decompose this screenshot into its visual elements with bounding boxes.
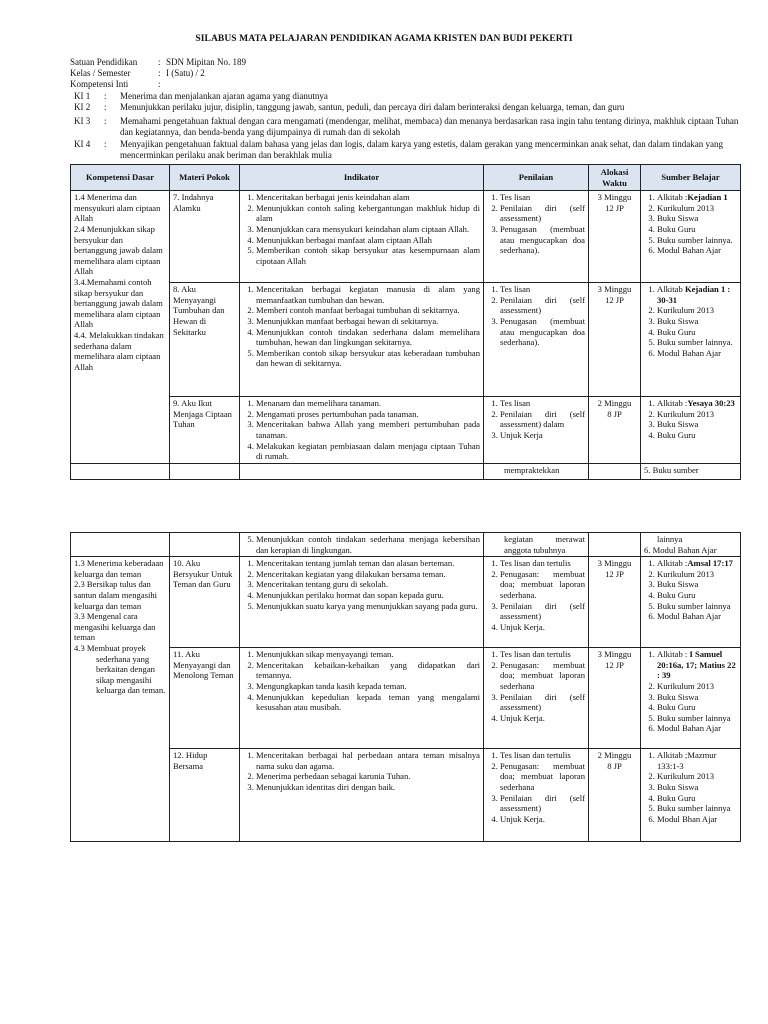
indikator-item: 2. Mengamati proses pertumbuhan pada tanaman.: [256, 409, 480, 420]
alokasi-waktu-cell: [589, 749, 641, 842]
sumber-text: Alkitab ;Mazmur 133:1-3: [657, 750, 717, 771]
sumber-item: [657, 681, 737, 692]
table-row: [71, 749, 741, 842]
sumber-text: Buku sumber lainnya: [657, 712, 731, 723]
indikator-item: 4. Menunjukkan perilaku hormat dan sopan kepada guru.: [256, 590, 480, 601]
alokasi-waktu-cell: [589, 648, 641, 749]
penilaian-item: 1. Tes lisan: [500, 284, 585, 295]
ki-text: Memahami pengetahuan faktual dengan cara mengamati (mendengar, melihat, membaca) dan menanya berdasarkan rasa ingin tahu tentang dirinya, makhluk ciptaan Tuhan dan kegiatannya, dan benda-benda yang dijumpainya di rumah dan di sekolah: [120, 116, 739, 137]
indikator-item: 4. Menunjukkan berbagai manfaat alam ciptaan Allah: [256, 235, 480, 246]
cell-line: 3 Minggu: [597, 649, 632, 660]
sumber-belajar-cell: [641, 557, 741, 648]
sumber-item: [657, 430, 737, 441]
penilaian-item: 2. Penilaian diri (self assessment): [500, 295, 585, 316]
ki-2: [74, 102, 744, 113]
sumber-text: Buku Siswa: [657, 691, 699, 702]
sumber-text: Kurikulum 2013: [657, 771, 715, 782]
cell-line: 12 JP: [605, 202, 624, 213]
sumber-item: [657, 558, 737, 569]
penilaian-list: [487, 558, 585, 632]
sumber-item: [657, 348, 737, 359]
indikator-item: 3. Mengungkapkan tanda kasih kepada teman.: [256, 681, 480, 692]
sumber-text: Alkitab :: [657, 558, 688, 569]
meta-kelas: [70, 68, 205, 79]
cell-line: 8 JP: [607, 408, 622, 419]
alokasi-waktu-cell: [589, 557, 641, 648]
meta-kompetensi: [70, 79, 166, 90]
sumber-ref: I Samuel 20:16a, 17; Matius 22 : 39: [657, 649, 736, 681]
penilaian-item: 4. Unjuk Kerja.: [500, 814, 585, 825]
penilaian-list: [487, 192, 585, 256]
syllabus-table-2: [70, 532, 741, 842]
sumber-item: [657, 814, 737, 825]
materi-pokok-cell: [170, 283, 240, 397]
cell-line: 3 Minggu: [597, 284, 632, 295]
alokasi-waktu-cell: [589, 533, 641, 557]
col-indikator: Indikator: [240, 165, 484, 191]
indikator-item: 1. Menanam dan memelihara tanaman.: [256, 398, 480, 409]
sumber-text: Modul Bahan Ajar: [657, 611, 721, 622]
sumber-text: Buku sumber lainnya.: [657, 337, 733, 348]
sumber-text: Modul Bahan Ajar: [657, 723, 721, 734]
materi-pokok-cell: [170, 463, 240, 479]
sumber-text: Buku Siswa: [657, 781, 699, 792]
sumber-item: [657, 224, 737, 235]
indikator-cell: [240, 463, 484, 479]
ki-4: [74, 139, 744, 161]
penilaian-list: [487, 284, 585, 348]
penilaian-item: 1. Tes lisan: [500, 192, 585, 203]
table-header-row: [71, 165, 741, 191]
sumber-item: [657, 601, 737, 612]
penilaian-list: [487, 398, 585, 440]
ki-code: KI 3: [74, 116, 91, 126]
sumber-text: Alkitab :: [657, 192, 688, 203]
cell-line: 2.4 Menunjukkan sikap bersyukur dan bertanggung jawab dalam memelihara alam ciptaan Allah: [74, 223, 163, 277]
cell-line: 7. Indahnya Alamku: [173, 192, 214, 213]
indikator-cell: [240, 648, 484, 749]
meta-colon: :: [158, 57, 161, 67]
sumber-item: [657, 692, 737, 703]
sumber-item: [657, 590, 737, 601]
indikator-item: 5. Menunjukkan suatu karya yang menunjukkan sayang pada guru.: [256, 601, 480, 612]
sumber-text: Buku Siswa: [657, 213, 699, 224]
materi-pokok-cell: [170, 648, 240, 749]
cell-line: 8 JP: [607, 760, 622, 771]
materi-pokok-cell: [170, 191, 240, 283]
sumber-text: Alkitab :: [657, 649, 690, 660]
indikator-item: 1. Menceritakan berbagai kegiatan manusia di alam yang memanfaatkan tumbuhan dan hewan.: [256, 284, 480, 305]
sumber-item: [657, 611, 737, 622]
indikator-item: 1. Menunjukkan sikap menyayangi teman.: [256, 649, 480, 660]
indikator-item: 2. Menceritakan kebaikan-kebaikan yang didapatkan dari temannya.: [256, 660, 480, 681]
meta-label: Kelas / Semester: [70, 68, 131, 78]
sumber-num: 5.: [644, 464, 653, 475]
indikator-item: 5. Menunjukkan contoh tindakan sederhana menjaga kebersihan dan kerapian di lingkungan.: [256, 534, 480, 555]
penilaian-item: 2. Penilaian diri (self assessment) dalam: [500, 409, 585, 430]
sumber-item: [657, 419, 737, 430]
indikator-item: 4. Menunjukkan contoh tindakan sederhana dalam memelihara tumbuhan, hewan dan lingkungan sekitarnya.: [256, 327, 480, 348]
indikator-item: 1. Menceritakan tentang jumlah teman dan alasan berteman.: [256, 558, 480, 569]
cell-line: 12. Hidup Bersama: [173, 750, 208, 771]
indikator-item: 2. Menerima perbedaan sebagai karunia Tuhan.: [256, 771, 480, 782]
sumber-belajar-cell: [641, 749, 741, 842]
sumber-item: [657, 793, 737, 804]
sumber-item: [657, 649, 737, 681]
sumber-item: [657, 782, 737, 793]
sumber-item: [657, 409, 737, 420]
sumber-item: [657, 337, 737, 348]
cell-line: 3 Minggu: [597, 192, 632, 203]
ki-colon: :: [104, 91, 107, 101]
sumber-item: [657, 713, 737, 724]
sumber-text: Modul Bhan Ajar: [657, 813, 718, 824]
alokasi-waktu-cell: [589, 463, 641, 479]
sumber-item: [657, 327, 737, 338]
col-penilaian: Penilaian: [484, 165, 589, 191]
penilaian-item: 3. Penugasan (membuat atau mengucapkan doa sederhana).: [500, 316, 585, 348]
sumber-line: lainnya: [657, 534, 683, 544]
sumber-text: Buku Guru: [657, 792, 696, 803]
col-kompetensi-dasar: Kompetensi Dasar: [71, 165, 170, 191]
penilaian-list: [487, 649, 585, 723]
cell-line: 12 JP: [605, 659, 624, 670]
indikator-item: 1. Menceritakan berbagai hal perbedaan antara teman misalnya nama suku dan agama.: [256, 750, 480, 771]
sumber-item: [657, 305, 737, 316]
table-row: [71, 463, 741, 479]
cell-line: 4.4. Melakukkan tindakan sederhana dalam memelihara alam ciptaan Allah: [74, 329, 164, 372]
indikator-item: 3. Menunjukkan cara mensyukuri keindahan alam ciptaan Allah.: [256, 224, 480, 235]
sumber-text: Kurikulum 2013: [657, 568, 715, 579]
indikator-list: [243, 284, 480, 369]
table-row: [71, 283, 741, 397]
cell-line: 11. Aku Menyayangi dan Menolong Teman: [173, 649, 234, 681]
penilaian-item: 2. Penilaian diri (self assessment): [500, 203, 585, 224]
materi-pokok-cell: [170, 749, 240, 842]
penilaian-item: 2. Penugasan: membuat doa; membuat laporan sederhana.: [500, 569, 585, 601]
sumber-text: Alkitab :: [657, 398, 688, 409]
table-row: [71, 191, 741, 283]
cell-line: 9. Aku Ikut Menjaga Ciptaan Tuhan: [173, 398, 232, 430]
sumber-item: [657, 771, 737, 782]
penilaian-cell: [484, 191, 589, 283]
cell-line: 1.4 Menerima dan mensyukuri alam ciptaan Allah: [74, 192, 161, 224]
cell-line: 2.3 Bersikap tulus dan santun dalam mengasihi keluarga dan teman: [74, 579, 158, 611]
penilaian-item: 2. Penugasan: membuat doa; membuat laporan sederhana: [500, 761, 585, 793]
ki-code: KI 1: [74, 91, 91, 101]
sumber-text: Buku sumber lainnya.: [657, 234, 733, 245]
penilaian-item: 4. Unjuk Kerja.: [500, 622, 585, 633]
sumber-item: [657, 579, 737, 590]
materi-pokok-cell: [170, 397, 240, 464]
penilaian-cell: [484, 283, 589, 397]
sumber-text: Buku Siswa: [657, 419, 699, 430]
indikator-item: 2. Menceritakan kegiatan yang dilakukan bersama teman.: [256, 569, 480, 580]
penilaian-item: 1. Tes lisan dan tertulis: [500, 558, 585, 569]
meta-value: SDN Mipitan No. 189: [166, 57, 247, 67]
penilaian-cell: [484, 397, 589, 464]
indikator-item: 3. Menceritakan tentang guru di sekolah.: [256, 579, 480, 590]
sumber-line: 6. Modul Bahan Ajar: [644, 544, 717, 555]
sumber-item: [657, 803, 737, 814]
alokasi-waktu-cell: [589, 283, 641, 397]
table-row: [71, 397, 741, 464]
sumber-belajar-cell: [641, 533, 741, 557]
sumber-text: Buku Siswa: [657, 315, 699, 326]
sumber-text: Buku sumber lainnya: [657, 803, 731, 814]
penilaian-cell: [484, 557, 589, 648]
sumber-text: Buku Guru: [657, 223, 696, 234]
sumber-list: [644, 284, 737, 358]
sumber-belajar-cell: [641, 191, 741, 283]
penilaian-item: 3. Penugasan (membuat atau mengucapkan doa sederhana).: [500, 224, 585, 256]
indikator-list: [243, 558, 480, 611]
sumber-item: [657, 235, 737, 246]
indikator-item: 5. Memberikan contoh sikap bersyukur atas keberadaan tumbuhan dan hewan di sekitarnya.: [256, 348, 480, 369]
indikator-item: 4. Menunjukkan kepedulian kepada teman yang mengalami kesusahan atau musibah.: [256, 692, 480, 713]
indikator-list: [243, 192, 480, 266]
meta-colon: :: [158, 68, 161, 78]
sumber-item: [657, 203, 737, 214]
penilaian-item: 1. Tes lisan dan tertulis: [500, 649, 585, 660]
sumber-item: [657, 723, 737, 734]
sumber-text: Buku Guru: [657, 429, 696, 440]
sumber-list: [644, 750, 737, 824]
kompetensi-dasar-cell: [71, 557, 170, 842]
ki-colon: :: [104, 116, 107, 126]
ki-code: KI 4: [74, 139, 91, 149]
cell-line: 2 Minggu: [597, 398, 632, 409]
cell-line: 3.4.Memahami contoh sikap bersyukur dan bertanggung jawab dalam memelihara alam ciptaan Allah: [74, 276, 163, 330]
cell-line: 3 Minggu: [597, 558, 632, 569]
sumber-text: Buku Siswa: [657, 579, 699, 590]
penilaian-item: 3. Unjuk Kerja: [500, 430, 585, 441]
cell-line: 2 Minggu: [597, 750, 632, 761]
sumber-item: [657, 750, 737, 771]
penilaian-item: 2. Penugasan: membuat doa; membuat laporan sederhana: [500, 660, 585, 692]
indikator-item: 3. Menunjukkan identitas diri dengan baik.: [256, 782, 480, 793]
continuation-row: [71, 533, 741, 557]
indikator-item: 4. Melakukan kegiatan pembiasaan dalam menjaga ciptaan Tuhan di rumah.: [256, 441, 480, 462]
ki-text: Menyajikan pengetahuan faktual dalam bahasa yang jelas dan logis, dalam karya yang estetis, dalam gerakan yang mencerminkan anak sehat, dan dalam tindakan yang mencerminkan perilaku anak beriman dan berakhlak mulia: [120, 139, 724, 160]
sumber-text: Kurikulum 2013: [657, 305, 715, 316]
indikator-list: [243, 534, 480, 555]
sumber-list: [644, 398, 737, 440]
indikator-item: 1. Menceritakan berbagai jenis keindahan alam: [256, 192, 480, 203]
meta-colon: :: [158, 79, 161, 89]
sumber-item: [657, 702, 737, 713]
sumber-item: [657, 569, 737, 580]
indikator-item: 3. Menceritakan bahwa Allah yang memberi pertumbuhan pada tanaman.: [256, 419, 480, 440]
indikator-cell: [240, 397, 484, 464]
ki-text: Menerima dan menjalankan ajaran agama yang dianutnya: [120, 91, 328, 101]
indikator-list: [243, 398, 480, 462]
materi-pokok-cell: [170, 533, 240, 557]
sumber-text: Buku Guru: [657, 589, 696, 600]
sumber-ref: Amsal 17:17: [687, 558, 733, 569]
sumber-text: Buku Guru: [657, 326, 696, 337]
sumber-item: [657, 316, 737, 327]
page-title: SILABUS MATA PELAJARAN PENDIDIKAN AGAMA KRISTEN DAN BUDI PEKERTI: [195, 34, 573, 44]
indikator-list: [243, 750, 480, 792]
sumber-belajar-cell: [641, 648, 741, 749]
penilaian-cell: [484, 749, 589, 842]
sumber-text: Buku sumber: [652, 464, 699, 475]
kompetensi-dasar-cell: [71, 533, 170, 557]
cell-line-indent: sederhana yang berkaitan dengan sikap mengasihi keluarga dan teman.: [96, 653, 166, 696]
sumber-item: [657, 245, 737, 256]
syllabus-table-1: [70, 164, 741, 480]
sumber-ref: Kejadian 1 : 30-31: [657, 284, 731, 305]
indikator-item: 5. Memberikan contoh sikap bersyukur atas kesempurnaan alam cipotaan Allah: [256, 245, 480, 266]
penilaian-item: 3. Penilaian diri (self assessment): [500, 601, 585, 622]
kompetensi-dasar-cell: [71, 463, 170, 479]
indikator-list: [243, 649, 480, 713]
cell-line: 1.3 Menerima keberadaan keluarga dan teman: [74, 558, 164, 579]
col-alokasi-waktu: Alokasi Waktu: [589, 165, 641, 191]
penilaian-cell: [484, 648, 589, 749]
cell-line: 4.3 Membuat proyek: [74, 642, 146, 653]
ki-colon: :: [104, 102, 107, 112]
sumber-text: Buku sumber lainnya: [657, 600, 731, 611]
cell-line: 3.3 Mengenal cara mengasihi keluarga dan teman: [74, 611, 156, 643]
sumber-item: [657, 192, 737, 203]
indikator-cell: [240, 191, 484, 283]
table-row: [71, 648, 741, 749]
indikator-item: 2. Menunjukkan contoh saling kebergantungan makhluk hidup di alam: [256, 203, 480, 224]
sumber-text: Modul Bahan Ajar: [657, 347, 721, 358]
penilaian-cell: mempraktekkan: [484, 463, 589, 479]
meta-label: Kompetensi Inti: [70, 79, 129, 89]
col-sumber-belajar: Sumber Belajar: [641, 165, 741, 191]
sumber-list: [644, 558, 737, 622]
meta-label: Satuan Pendidikan: [70, 57, 138, 67]
penilaian-item: 3. Penilaian diri (self assessment): [500, 793, 585, 814]
indikator-cell: [240, 533, 484, 557]
alokasi-waktu-cell: [589, 397, 641, 464]
sumber-text: Kurikulum 2013: [657, 408, 715, 419]
sumber-list: [644, 649, 737, 734]
indikator-item: 3. Menunjukkan manfaat berbagai hewan di sekitarnya.: [256, 316, 480, 327]
cell-line: 12 JP: [605, 568, 624, 579]
table-row: [71, 557, 741, 648]
sumber-text: Buku Guru: [657, 702, 696, 713]
meta-value: I (Satu) / 2: [166, 68, 205, 78]
kompetensi-dasar-cell: [71, 191, 170, 464]
alokasi-waktu-cell: [589, 191, 641, 283]
sumber-belajar-cell: [641, 397, 741, 464]
penilaian-item: 3. Penilaian diri (self assessment): [500, 692, 585, 713]
sumber-text: Kurikulum 2013: [657, 202, 715, 213]
meta-satuan: [70, 57, 246, 68]
ki-code: KI 2: [74, 102, 91, 112]
sumber-item: [657, 284, 737, 305]
indikator-cell: [240, 749, 484, 842]
indikator-cell: [240, 557, 484, 648]
sumber-text: Modul Bahan Ajar: [657, 245, 721, 256]
penilaian-item: 4. Unjuk Kerja.: [500, 713, 585, 724]
sumber-ref: Yesaya 30:23: [687, 398, 735, 409]
sumber-belajar-cell: [641, 463, 741, 479]
indikator-cell: [240, 283, 484, 397]
penilaian-item: 1. Tes lisan dan tertulis: [500, 750, 585, 761]
ki-colon: :: [104, 139, 107, 149]
col-materi-pokok: Materi Pokok: [170, 165, 240, 191]
cell-line: 8. Aku Menyayangi Tumbuhan dan Hewan di Sekitarku: [173, 284, 225, 337]
sumber-text: Alkitab: [657, 284, 685, 295]
indikator-item: 2. Memberi contoh manfaat berbagai tumbuhan di sekitarnya.: [256, 305, 480, 316]
cell-line: 10. Aku Bersyukur Untuk Teman dan Guru: [173, 558, 233, 590]
sumber-ref: Kejadian 1: [687, 192, 728, 203]
materi-pokok-cell: [170, 557, 240, 648]
sumber-item: [657, 398, 737, 409]
ki-3: [74, 116, 744, 138]
sumber-list: [644, 192, 737, 256]
sumber-belajar-cell: [641, 283, 741, 397]
ki-1: [74, 91, 744, 102]
ki-text: Menunjukkan perilaku jujur, disiplin, tanggung jawab, santun, peduli, dan percaya diri dalam berinteraksi dengan keluarga, teman, dan guru: [120, 102, 625, 112]
sumber-item: [657, 213, 737, 224]
penilaian-cell: kegiatan merawat anggota tubuhnya: [484, 533, 589, 557]
cell-line: 12 JP: [605, 294, 624, 305]
sumber-text: Kurikulum 2013: [657, 680, 715, 691]
penilaian-item: 1. Tes lisan: [500, 398, 585, 409]
penilaian-list: [487, 750, 585, 824]
